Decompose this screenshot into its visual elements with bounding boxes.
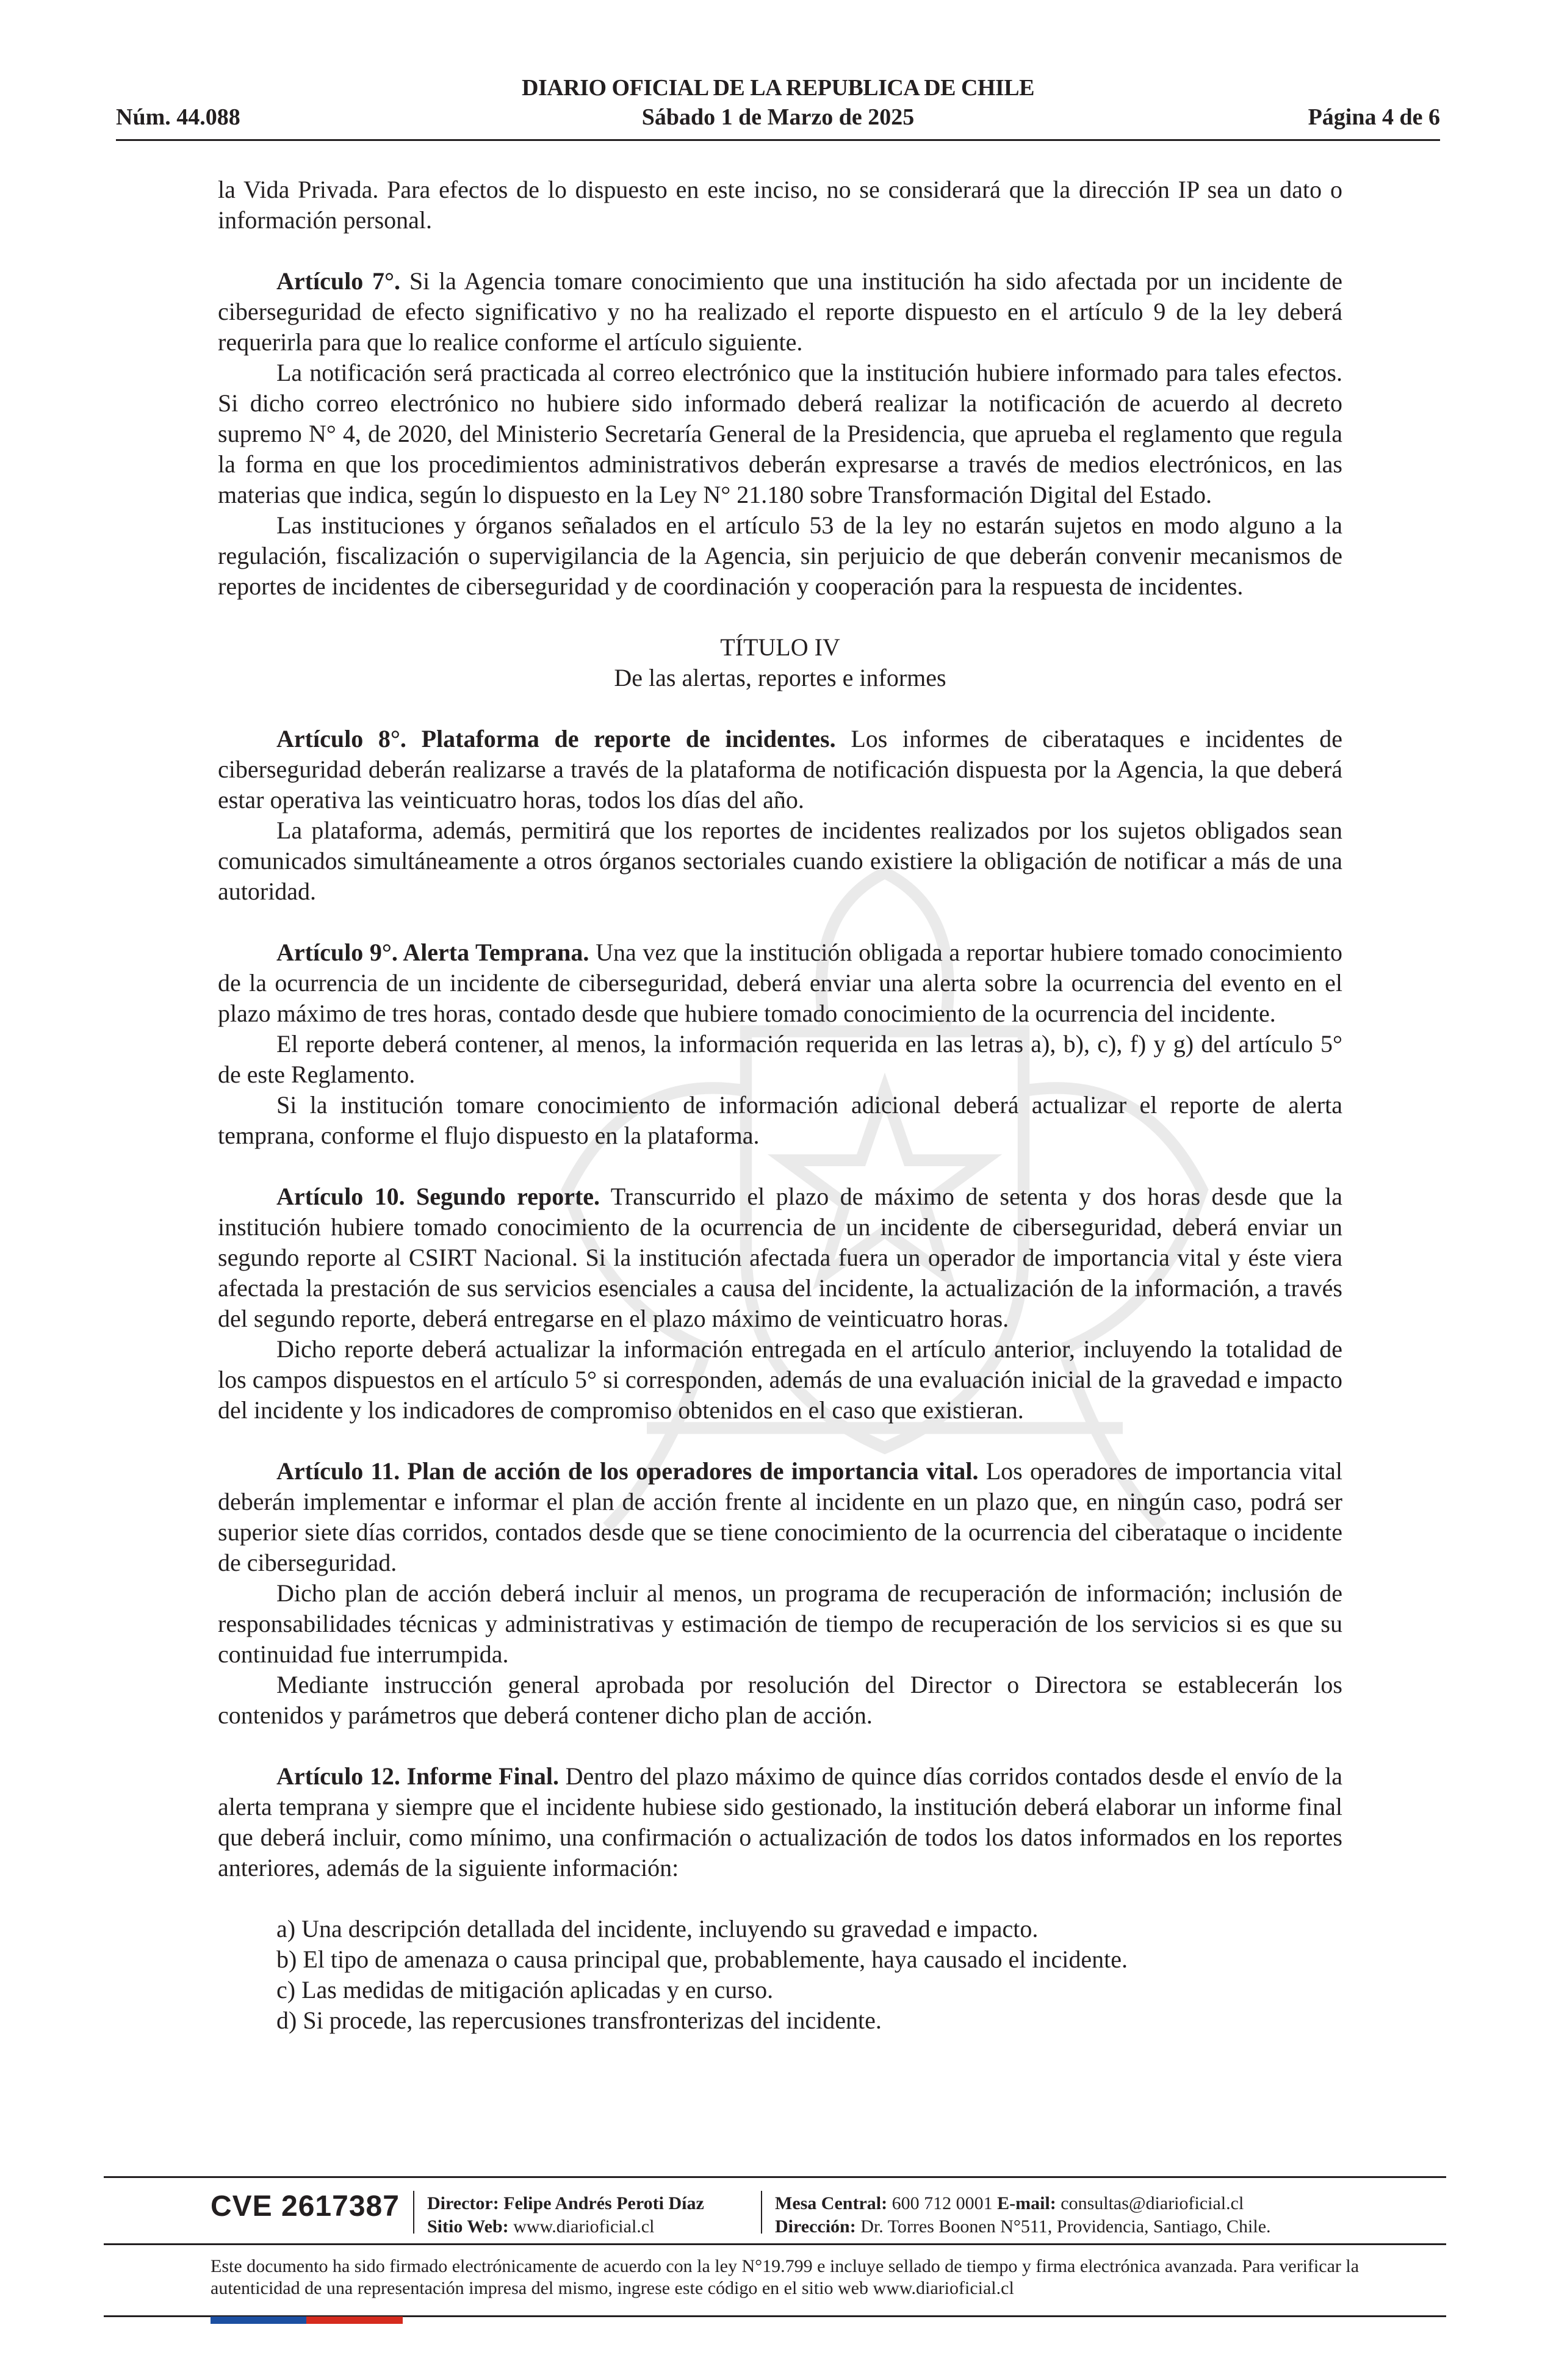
article-7-p1: [218, 266, 1342, 358]
list-item: a) Una descripción detallada del incidente, incluyendo su gravedad e impacto.: [276, 1915, 1039, 1942]
publication-title: DIARIO OFICIAL DE LA REPUBLICA DE CHILE: [522, 75, 1034, 101]
document-body: [218, 175, 1342, 2036]
article-8-p1: [218, 724, 1342, 815]
site-link[interactable]: www.diarioficial.cl: [513, 2216, 655, 2237]
director-label: Director:: [427, 2193, 499, 2213]
address-text: Dr. Torres Boonen N°511, Providencia, Santiago, Chile.: [860, 2216, 1271, 2237]
email-label: E-mail:: [997, 2193, 1056, 2213]
list-item: c) Las medidas de mitigación aplicadas y en curso.: [276, 1976, 774, 2003]
article-10-p2: Dicho reporte deberá actualizar la información entregada en el artículo anterior, incluyendo la totalidad de los campos dispuestos en el artículo 5° si corresponden, además de una evaluación inicial de la gravedad e impacto del incidente y los indicadores de compromiso obtenidos en el caso que existieran.: [218, 1335, 1342, 1424]
header-rule: [116, 139, 1440, 141]
header-row: [116, 104, 1440, 134]
flag-stripe: [211, 2317, 403, 2324]
section-title: [218, 632, 1342, 693]
title-subtitle: De las alertas, reportes e informes: [614, 664, 946, 691]
list-item: d) Si procede, las repercusiones transfronterizas del incidente.: [276, 2007, 882, 2034]
article-12-p1: [218, 1761, 1342, 1883]
article-11-text: Los operadores de importancia vital deberán implementar e informar el plan de acción frente al incidente en un plazo que, en ningún caso, podrá ser superior siete días corridos, contados desde que se tiene conocimiento de la ocurrencia del ciberataque o incidente de ciberseguridad.: [218, 1457, 1343, 1576]
article-11-p2: Dicho plan de acción deberá incluir al menos, un programa de recuperación de información; inclusión de responsabilidades técnicas y administrativas y estimación de tiempo de recuperación de los servicios si es que su continuidad fue interrumpida.: [218, 1579, 1342, 1668]
article-7-text: Si la Agencia tomare conocimiento que una institución ha sido afectada por un incidente de ciberseguridad de efecto significativo y no ha realizado el reporte dispuesto en el artículo 9 de la ley deberá requerirla para que lo realice conforme el artículo siguiente.: [218, 267, 1343, 356]
article-9-text: Una vez que la institución obligada a reportar hubiere tomado conocimiento de la ocurrencia de un incidente de ciberseguridad, deberá enviar una alerta sobre la ocurrencia del evento en el plazo máximo de tres horas, contado desde que hubiere tomado conocimiento de la ocurrencia del incidente.: [218, 939, 1342, 1027]
signature-note: Este documento ha sido firmado electrónicamente de acuerdo con la ley N°19.799 e incluye sellado de tiempo y firma electrónica avanzada. Para verificar la autenticidad de una representación impresa del mismo, ingrese este código en el sitio web www.diarioficial.cl: [211, 2256, 1360, 2298]
article-11-heading: Artículo 11. Plan de acción de los operadores de importancia vital.: [276, 1457, 979, 1485]
article-12-text: Dentro del plazo máximo de quince días corridos contados desde el envío de la alerta temprana y siempre que el incidente hubiese sido gestionado, la institución deberá elaborar un informe final que deberá incluir, como mínimo, una confirmación o actualización de todos los datos informados en los reportes anteriores, además de la siguiente información:: [218, 1762, 1343, 1881]
footer-top-rule: [104, 2176, 1446, 2178]
cve-code: CVE 2617387: [211, 2190, 400, 2223]
article-7-heading: Artículo 7°.: [276, 267, 400, 295]
list-item: b) El tipo de amenaza o causa principal que, probablemente, haya causado el incidente.: [276, 1945, 1128, 1973]
article-8-text: Los informes de ciberataques e incidentes de ciberseguridad deberán realizarse a través de la plataforma de notificación dispuesta por la Agencia, la que deberá estar operativa las veinticuatro horas, todos los días del año.: [218, 725, 1343, 813]
flag-blue-bar: [211, 2317, 306, 2324]
article-12-heading: Artículo 12. Informe Final.: [276, 1762, 559, 1790]
article-7-p2: La notificación será practicada al correo electrónico que la institución hubiere informado para tales efectos. Si dicho correo electrónico no hubiere sido informado deberá realizar la notificación de acuerdo al decreto supremo N° 4, de 2020, del Ministerio Secretaría General de la Presidencia, que aprueba el reglamento que regula la forma en que los procedimientos administrativos deberán expresarse a través de medios electrónicos, en las materias que indica, según lo dispuesto en la Ley N° 21.180 sobre Transformación Digital del Estado.: [218, 359, 1342, 508]
article-10-text: Transcurrido el plazo de máximo de setenta y dos horas desde que la institución hubiere tomado conocimiento de la ocurrencia de un incidente de ciberseguridad, deberá enviar un segundo reporte al CSIRT Nacional. Si la institución afectada fuera un operador de importancia vital y éste viera afectada la prestación de sus servicios esenciales a causa del incidente, la actualización de la información, a través del segundo reporte, deberá entregarse en el plazo máximo de veinticuatro horas.: [218, 1183, 1342, 1332]
title-label: TÍTULO IV: [720, 633, 840, 661]
footer-mid-rule: [104, 2243, 1446, 2245]
page-indicator: Página 4 de 6: [1308, 104, 1440, 130]
article-11-p3: Mediante instrucción general aprobada por resolución del Director o Directora se establecerán los contenidos y parámetros que deberá contener dicho plan de acción.: [218, 1671, 1342, 1729]
site-label: Sitio Web:: [427, 2216, 509, 2237]
article-12-list: [218, 1914, 1342, 2036]
article-9-heading: Artículo 9°. Alerta Temprana.: [276, 939, 589, 966]
article-7-p3: Las instituciones y órganos señalados en el artículo 53 de la ley no estarán sujetos en modo alguno a la regulación, fiscalización o supervigilancia de la Agencia, sin perjuicio de que deberán convenir mecanismos de reportes de incidentes de ciberseguridad y de coordinación y cooperación para la respuesta de incidentes.: [218, 511, 1342, 600]
article-9-p2: El reporte deberá contener, al menos, la información requerida en las letras a), b), c), f) y g) del artículo 5° de este Reglamento.: [218, 1030, 1342, 1088]
article-9-p1: [218, 937, 1342, 1029]
email-link[interactable]: consultas@diarioficial.cl: [1061, 2193, 1244, 2213]
article-8-heading: Artículo 8°. Plataforma de reporte de incidentes.: [276, 725, 836, 752]
mesa-phone: 600 712 0001: [891, 2193, 993, 2213]
issue-number: Núm. 44.088: [116, 104, 240, 130]
mesa-label: Mesa Central:: [775, 2193, 888, 2213]
article-10-p1: [218, 1181, 1342, 1334]
article-9-p3: Si la institución tomare conocimiento de información adicional deberá actualizar el reporte de alerta temprana, conforme el flujo dispuesto en la plataforma.: [218, 1091, 1342, 1149]
address-label: Dirección:: [775, 2216, 856, 2237]
article-10-heading: Artículo 10. Segundo reporte.: [276, 1183, 600, 1210]
flag-red-bar: [306, 2317, 403, 2324]
footer-separator: [413, 2191, 414, 2234]
issue-date: Sábado 1 de Marzo de 2025: [641, 104, 915, 130]
article-8-p2: La plataforma, además, permitirá que los reportes de incidentes realizados por los sujetos obligados sean comunicados simultáneamente a otros órganos sectoriales cuando existiere la obligación de notificar a más de una autoridad.: [218, 817, 1342, 905]
footer-contact-block: [775, 2192, 1271, 2238]
footer-director-block: [427, 2192, 704, 2238]
continued-paragraph: la Vida Privada. Para efectos de lo dispuesto en este inciso, no se considerará que la dirección IP sea un dato o información personal.: [218, 176, 1342, 234]
article-11-p1: [218, 1456, 1342, 1578]
director-name: Felipe Andrés Peroti Díaz: [503, 2193, 704, 2213]
footer-separator: [761, 2191, 762, 2234]
